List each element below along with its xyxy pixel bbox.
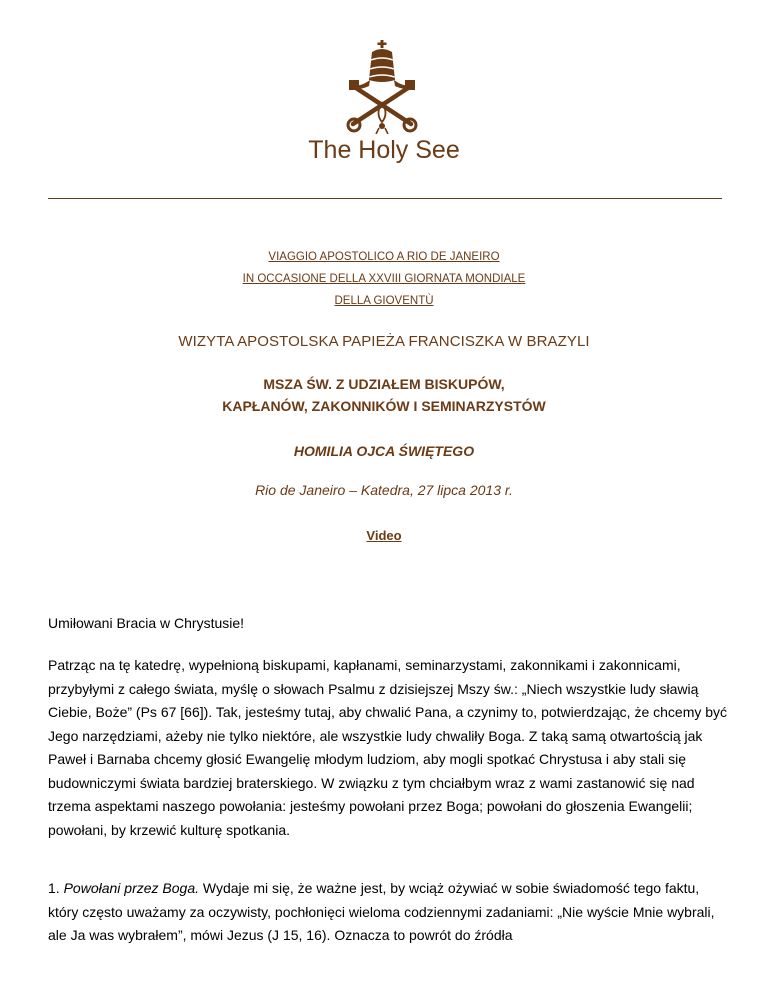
header-divider [48, 198, 722, 199]
mass-heading-line1: MSZA ŚW. Z UDZIAŁEM BISKUPÓW, [263, 376, 505, 392]
video-link[interactable]: Video [366, 528, 402, 543]
papal-keys-tiara-emblem-icon [339, 40, 425, 134]
breadcrumb-link-occasion[interactable]: IN OCCASIONE DELLA XXVIII GIORNATA MONDIALE [242, 273, 526, 285]
paragraph-2-heading: Powołani przez Boga. [63, 880, 199, 896]
site-title[interactable]: The Holy See [308, 136, 460, 164]
video-link-container [0, 527, 768, 545]
paragraph-2-number: 1. [48, 880, 64, 896]
paragraph-1 [48, 654, 728, 842]
paragraph-2-text [48, 877, 728, 948]
paragraph-2 [48, 877, 728, 948]
mass-heading-line2: KAPŁANÓW, ZAKONNIKÓW I SEMINARZYSTÓW [222, 398, 546, 414]
paragraph-1-text: Patrząc na tę katedrę, wypełnioną biskupami, kapłanami, seminarzystami, zakonnikami i zakonnicami, przybyłymi z całego świata, myślę o słowach Psalmu z dzisiejszej Mszy św.: „Niech wszystkie ludy sławią Ciebie, Boże” (Ps 67 [66]). Tak, jesteśmy tutaj, aby chwalić Pana, a czynimy to, potwierdzając, że chcemy być Jego narzędziami, ażeby nie tylko niektóre, ale wszystkie ludy chwaliły Boga. Z taką samą otwartością jak Paweł i Barnaba chcemy głosić Ewangelię młodym ludziom, aby mogli spotkać Chrystusa i aby stali się budowniczymi świata bardziej braterskiego. W związku z tym chciałbym wraz z wami zastanowić się nad trzema aspektami naszego powołania: jesteśmy powołani przez Boga; powołani do głoszenia Ewangelii; powołani, by krzewić kulturę spotkania. [48, 657, 728, 838]
homily-heading: HOMILIA OJCA ŚWIĘTEGO [293, 443, 475, 459]
visit-heading: WIZYTA APOSTOLSKA PAPIEŻA FRANCISZKA W BRAZYLI [178, 333, 590, 350]
mass-heading [0, 373, 768, 417]
breadcrumb [0, 246, 768, 312]
place-date: Rio de Janeiro – Katedra, 27 lipca 2013 r. [255, 482, 513, 498]
paragraph-2-body: Wydaje mi się, że ważne jest, by wciąż ożywiać w sobie świadomość tego faktu, który często uważamy za oczywisty, pochłonięci wieloma codziennymi zadaniami: „Nie wyście Mnie wybrali, ale Ja was wybrałem”, mówi Jezus (J 15, 16). Oznacza to powrót do źródła [48, 880, 715, 943]
greeting-text: Umiłowani Bracia w Chrystusie! [48, 615, 245, 631]
breadcrumb-link-youth-day[interactable]: DELLA GIOVENTÙ [334, 295, 434, 307]
breadcrumb-link-trip[interactable]: VIAGGIO APOSTOLICO A RIO DE JANEIRO [268, 251, 500, 263]
greeting-paragraph [48, 612, 728, 636]
